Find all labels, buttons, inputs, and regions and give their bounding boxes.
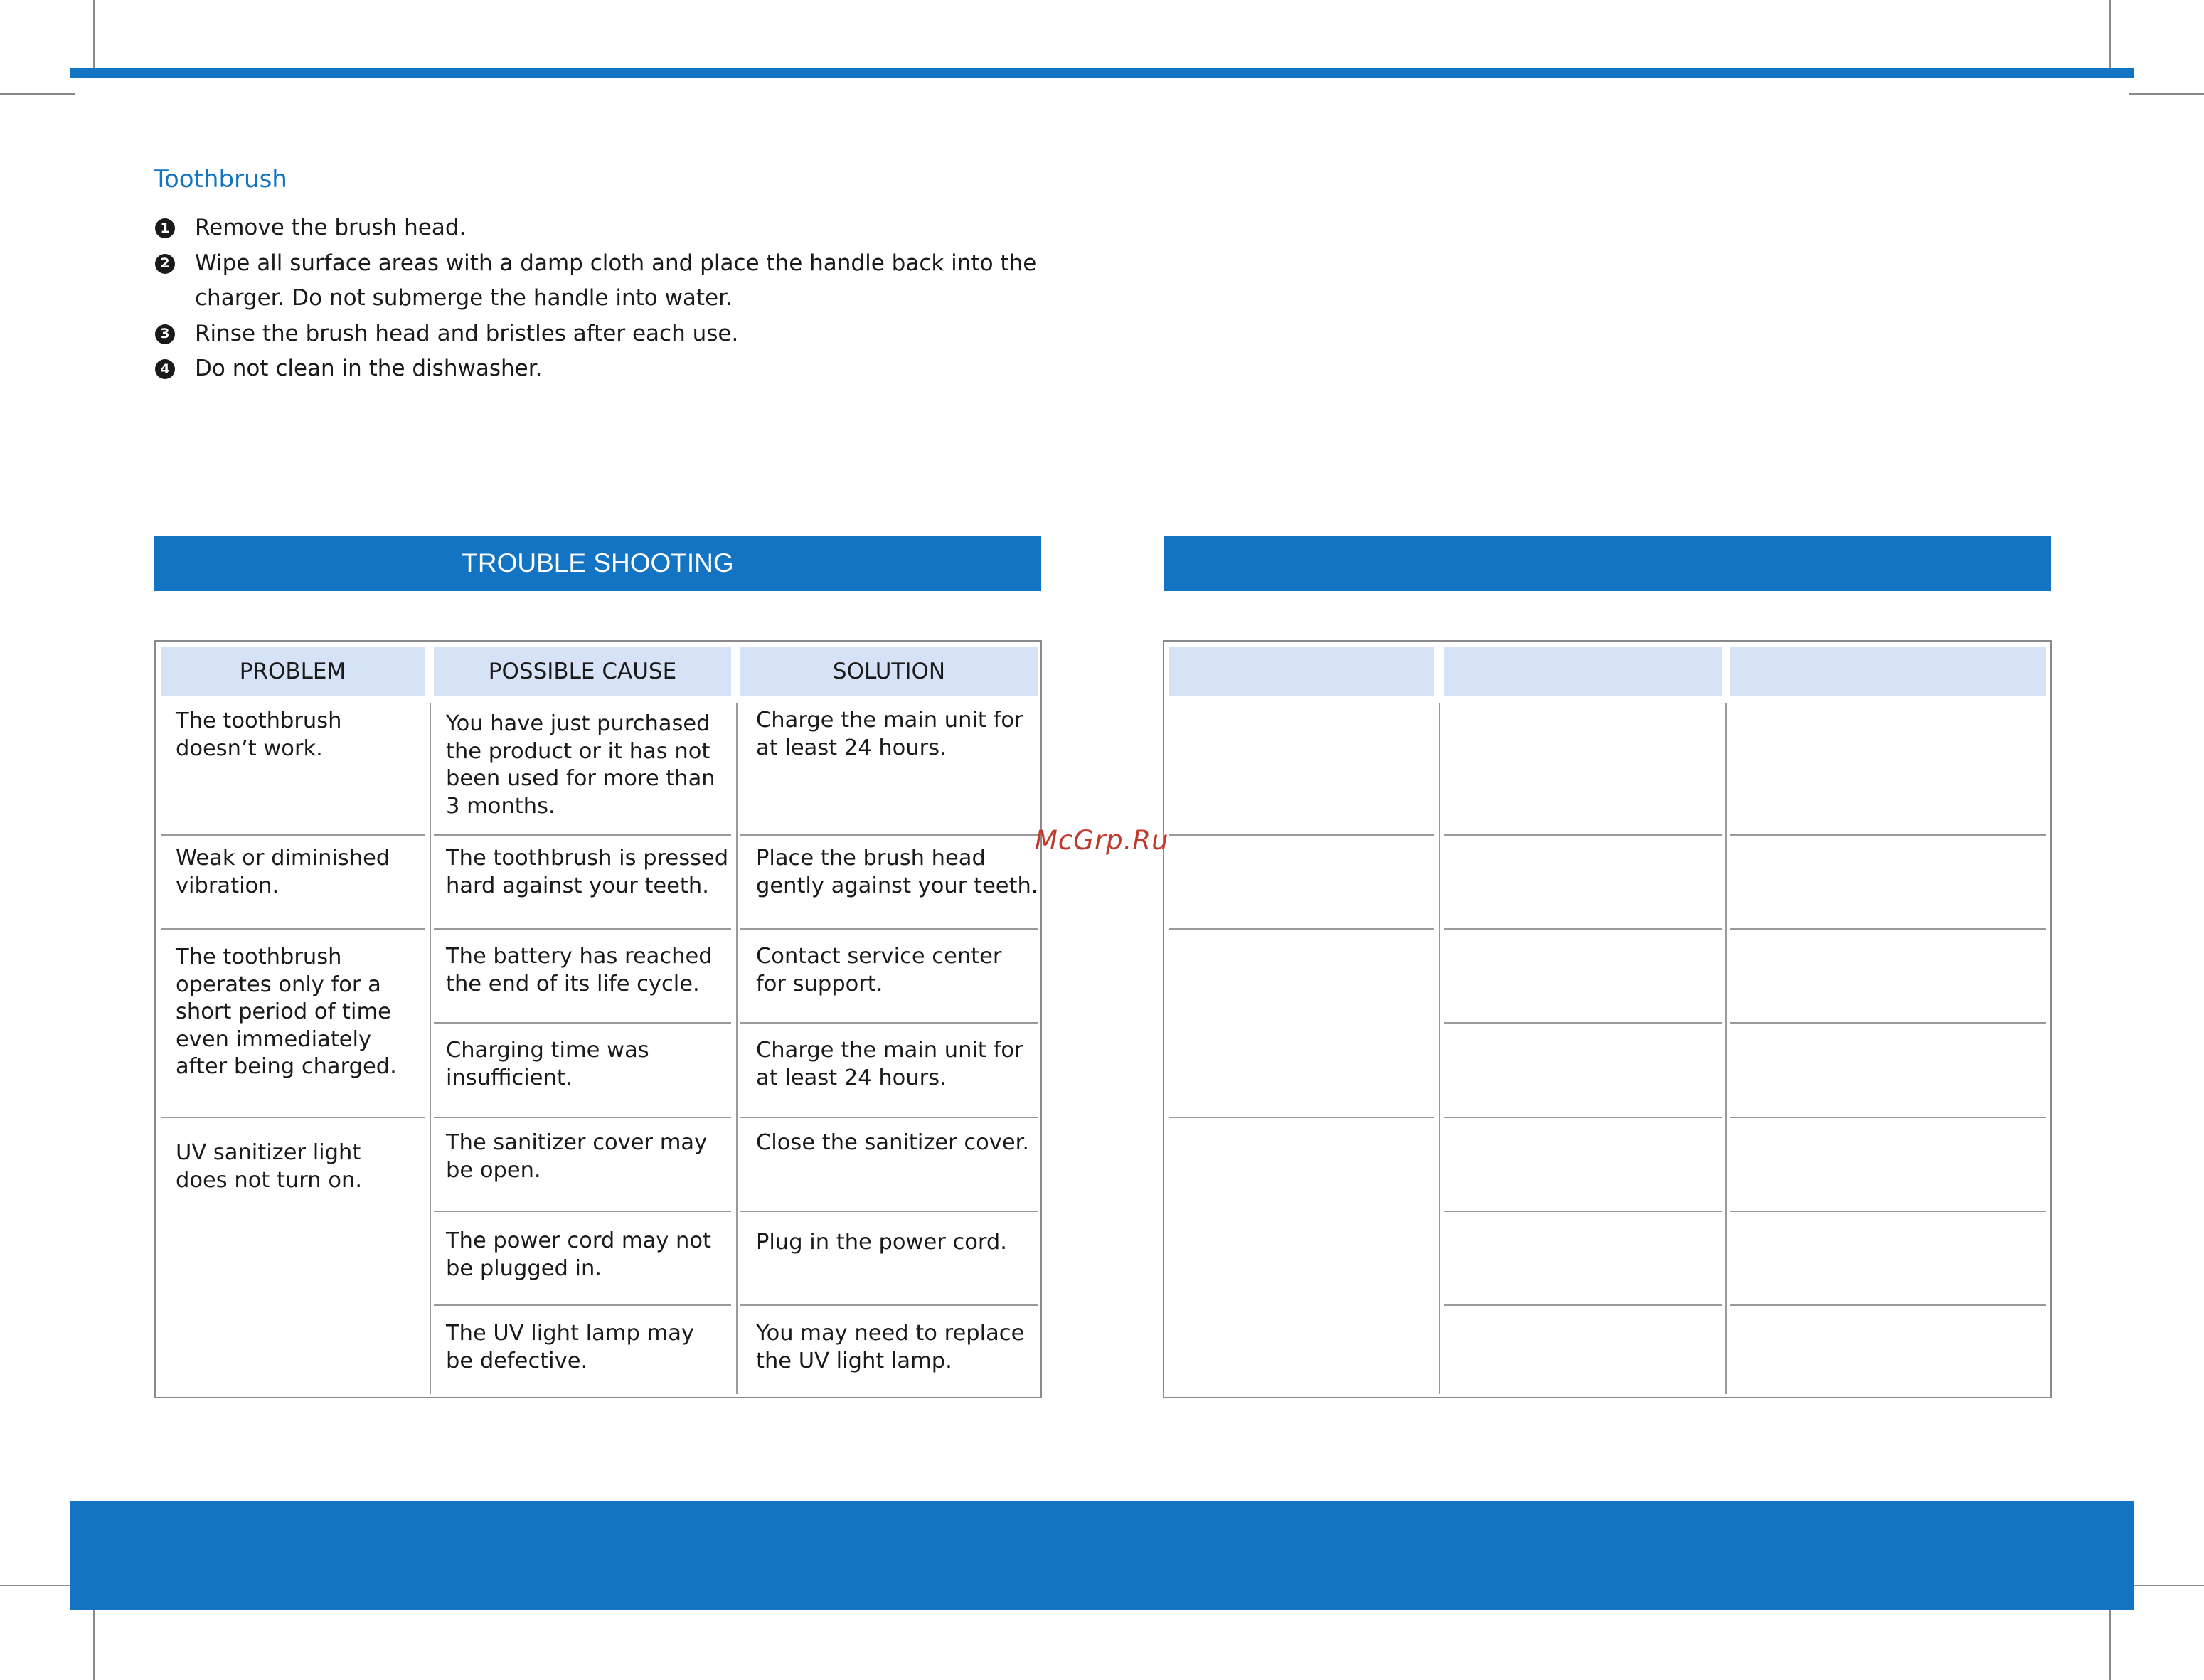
- step-number-icon: 4: [155, 359, 175, 379]
- section-title: Toothbrush: [154, 165, 287, 193]
- cause-cell: The toothbrush is pressed hard against your teeth.: [446, 846, 729, 898]
- row-divider: [434, 834, 731, 836]
- row-divider: [740, 1304, 1038, 1306]
- cause-cell: The battery has reached the end of its life cycle.: [446, 944, 713, 996]
- cleaning-steps: [154, 211, 1078, 387]
- list-item: [154, 317, 1078, 352]
- row-divider: [740, 1022, 1038, 1024]
- crop-mark: [93, 1602, 95, 1680]
- solution-cell: Place the brush head gently against your teeth.: [756, 846, 1038, 898]
- row-divider: [434, 1117, 731, 1118]
- row-divider: [740, 928, 1038, 930]
- column-divider: [430, 703, 431, 1394]
- step-number-icon: 1: [155, 218, 175, 238]
- bottom-accent-bar: [70, 1501, 2134, 1610]
- row-divider: [1730, 1022, 2046, 1024]
- row-divider: [434, 928, 731, 930]
- column-header-solution: SOLUTION: [740, 647, 1038, 696]
- list-item: [154, 211, 1078, 246]
- step-text: Do not clean in the dishwasher.: [195, 356, 543, 381]
- crop-mark: [0, 1585, 75, 1586]
- watermark: McGrp.Ru: [1035, 825, 1169, 856]
- row-divider: [740, 1211, 1038, 1212]
- column-divider: [736, 703, 738, 1394]
- row-divider: [434, 1211, 731, 1212]
- top-accent-bar: [70, 68, 2134, 78]
- column-divider: [1439, 703, 1440, 1394]
- cause-cell: The UV light lamp may be defective.: [446, 1321, 694, 1373]
- column-header-problem: PROBLEM: [161, 647, 425, 696]
- row-divider: [1730, 834, 2046, 836]
- row-divider: [1169, 834, 1434, 836]
- crop-mark: [2109, 1602, 2111, 1680]
- problem-cell: Weak or diminished vibration.: [176, 846, 390, 898]
- row-divider: [1730, 1211, 2046, 1212]
- troubleshooting-banner: [154, 536, 1041, 591]
- step-text: Rinse the brush head and bristles after each use.: [195, 320, 739, 346]
- row-divider: [1444, 1117, 1722, 1118]
- row-divider: [161, 1117, 425, 1118]
- empty-table: [1163, 640, 2052, 1398]
- row-divider: [1730, 928, 2046, 930]
- row-divider: [740, 834, 1038, 836]
- step-number-icon: 2: [155, 254, 175, 274]
- empty-column-header: [1169, 647, 1434, 696]
- cause-cell: The sanitizer cover may be open.: [446, 1130, 708, 1183]
- solution-cell: Plug in the power cord.: [756, 1230, 1007, 1255]
- problem-cell: UV sanitizer light does not turn on.: [176, 1140, 363, 1193]
- row-divider: [434, 1304, 731, 1306]
- column-divider: [1725, 703, 1727, 1394]
- step-number-icon: 3: [155, 324, 175, 344]
- solution-cell: You may need to replace the UV light lamp.: [756, 1321, 1025, 1373]
- list-item: [154, 246, 1078, 317]
- crop-mark: [93, 0, 95, 75]
- row-divider: [1444, 834, 1722, 836]
- row-divider: [1444, 1022, 1722, 1024]
- problem-cell: The toothbrush doesn’t work.: [176, 708, 342, 761]
- solution-cell: Charge the main unit for at least 24 hours.: [756, 708, 1023, 760]
- row-divider: [1444, 1211, 1722, 1212]
- empty-column-header: [1730, 647, 2046, 696]
- row-divider: [1730, 1117, 2046, 1118]
- row-divider: [434, 1022, 731, 1024]
- empty-banner: [1164, 536, 2051, 591]
- row-divider: [1444, 1304, 1722, 1306]
- step-text: Wipe all surface areas with a damp cloth and place the handle back into the charger. Do not submerge the handle into water.: [195, 250, 1037, 311]
- cause-cell: You have just purchased the product or it has not been used for more than 3 months.: [446, 711, 715, 819]
- cause-cell: Charging time was insufficient.: [446, 1038, 649, 1090]
- crop-mark: [2109, 0, 2111, 75]
- cause-cell: The power cord may not be plugged in.: [446, 1228, 711, 1281]
- row-divider: [1730, 1304, 2046, 1306]
- row-divider: [161, 834, 425, 836]
- solution-cell: Close the sanitizer cover.: [756, 1130, 1030, 1155]
- row-divider: [1444, 928, 1722, 930]
- problem-cell: The toothbrush operates only for a short period of time even immediately after being charged.: [176, 945, 397, 1079]
- crop-mark: [0, 93, 75, 95]
- row-divider: [740, 1117, 1038, 1118]
- row-divider: [1169, 928, 1434, 930]
- solution-cell: Contact service center for support.: [756, 944, 1002, 996]
- row-divider: [161, 928, 425, 930]
- empty-column-header: [1444, 647, 1722, 696]
- banner-title: TROUBLE SHOOTING: [462, 548, 734, 578]
- solution-cell: Charge the main unit for at least 24 hours.: [756, 1038, 1023, 1090]
- list-item: [154, 351, 1078, 387]
- step-text: Remove the brush head.: [195, 215, 467, 240]
- crop-mark: [2129, 1585, 2204, 1586]
- troubleshooting-table: [154, 640, 1042, 1398]
- row-divider: [1169, 1117, 1434, 1118]
- column-header-cause: POSSIBLE CAUSE: [434, 647, 731, 696]
- crop-mark: [2129, 93, 2204, 95]
